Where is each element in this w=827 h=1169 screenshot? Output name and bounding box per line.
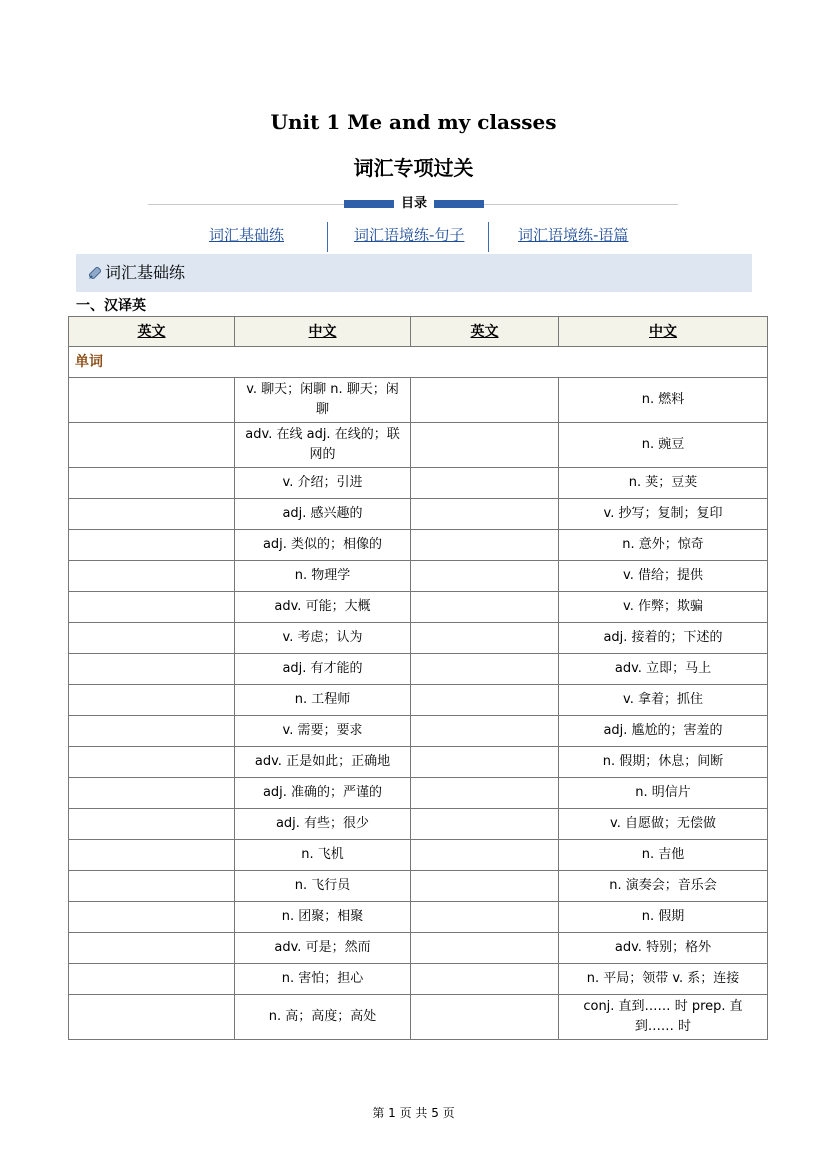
definition-cell: n. 假期；休息；间断 — [559, 747, 768, 778]
answer-cell[interactable] — [69, 378, 235, 423]
section-title: 词汇基础练 — [105, 263, 186, 282]
answer-cell[interactable] — [69, 499, 235, 530]
table-header-row — [69, 317, 768, 347]
table-row — [69, 623, 768, 654]
answer-cell[interactable] — [411, 530, 559, 561]
answer-cell[interactable] — [411, 561, 559, 592]
table-row — [69, 778, 768, 809]
definition-cell: n. 高；高度；高处 — [235, 995, 411, 1040]
group-label: 单词 — [69, 347, 768, 378]
definition-cell: n. 明信片 — [559, 778, 768, 809]
table-row — [69, 530, 768, 561]
definition-cell: n. 豌豆 — [559, 423, 768, 468]
definition-cell: adj. 类似的；相像的 — [235, 530, 411, 561]
definition-cell: n. 工程师 — [235, 685, 411, 716]
answer-cell[interactable] — [69, 840, 235, 871]
table-row — [69, 809, 768, 840]
definition-cell: adv. 立即；马上 — [559, 654, 768, 685]
toc-separator — [488, 222, 489, 252]
definition-cell: v. 抄写；复制；复印 — [559, 499, 768, 530]
answer-cell[interactable] — [69, 871, 235, 902]
page-subtitle: 词汇专项过关 — [353, 156, 474, 180]
definition-cell: v. 作弊；欺骗 — [559, 592, 768, 623]
table-row — [69, 716, 768, 747]
answer-cell[interactable] — [69, 685, 235, 716]
column-header-english: 英文 — [69, 317, 235, 347]
definition-cell: n. 平局；领带 v. 系；连接 — [559, 964, 768, 995]
answer-cell[interactable] — [411, 933, 559, 964]
answer-cell[interactable] — [69, 778, 235, 809]
definition-cell: v. 拿着；抓住 — [559, 685, 768, 716]
answer-cell[interactable] — [69, 423, 235, 468]
definition-cell: adj. 有些；很少 — [235, 809, 411, 840]
toc-link-basic[interactable]: 词汇基础练 — [209, 226, 285, 244]
column-header-chinese: 中文 — [559, 317, 768, 347]
table-row — [69, 933, 768, 964]
definition-cell: n. 飞机 — [235, 840, 411, 871]
answer-cell[interactable] — [411, 378, 559, 423]
part-label: 一、汉译英 — [76, 298, 146, 314]
answer-cell[interactable] — [411, 423, 559, 468]
answer-cell[interactable] — [69, 592, 235, 623]
definition-cell: v. 介绍；引进 — [235, 468, 411, 499]
column-header-chinese: 中文 — [235, 317, 411, 347]
toc-link-passage[interactable]: 词汇语境练-语篇 — [518, 226, 629, 244]
table-row — [69, 592, 768, 623]
answer-cell[interactable] — [69, 530, 235, 561]
answer-cell[interactable] — [69, 623, 235, 654]
table-row — [69, 685, 768, 716]
toc-links — [182, 222, 682, 252]
answer-cell[interactable] — [69, 561, 235, 592]
answer-cell[interactable] — [69, 809, 235, 840]
definition-cell: v. 考虑；认为 — [235, 623, 411, 654]
answer-cell[interactable] — [69, 933, 235, 964]
answer-cell[interactable] — [411, 964, 559, 995]
definition-cell: n. 飞行员 — [235, 871, 411, 902]
page-footer: 第 1 页 共 5 页 — [372, 1106, 455, 1120]
definition-cell: v. 借给；提供 — [559, 561, 768, 592]
answer-cell[interactable] — [411, 685, 559, 716]
definition-cell: adj. 准确的；严谨的 — [235, 778, 411, 809]
page-title: Unit 1 Me and my classes — [270, 110, 557, 134]
answer-cell[interactable] — [411, 840, 559, 871]
toc-link-sentence[interactable]: 词汇语境练-句子 — [354, 226, 465, 244]
table-row — [69, 871, 768, 902]
answer-cell[interactable] — [411, 871, 559, 902]
table-row — [69, 423, 768, 468]
definition-cell: n. 团聚；相聚 — [235, 902, 411, 933]
answer-cell[interactable] — [411, 716, 559, 747]
pencil-icon — [87, 265, 103, 281]
table-row — [69, 840, 768, 871]
definition-cell: n. 吉他 — [559, 840, 768, 871]
section-header — [76, 254, 752, 292]
answer-cell[interactable] — [69, 747, 235, 778]
definition-cell: adj. 感兴趣的 — [235, 499, 411, 530]
table-row — [69, 468, 768, 499]
answer-cell[interactable] — [69, 716, 235, 747]
column-header-english: 英文 — [411, 317, 559, 347]
toc-label: 目录 — [394, 196, 434, 212]
group-row — [69, 347, 768, 378]
table-row — [69, 654, 768, 685]
definition-cell: n. 意外；惊奇 — [559, 530, 768, 561]
answer-cell[interactable] — [411, 747, 559, 778]
vocab-table — [68, 316, 768, 1040]
definition-cell: n. 物理学 — [235, 561, 411, 592]
definition-cell: n. 荚；豆荚 — [559, 468, 768, 499]
answer-cell[interactable] — [411, 654, 559, 685]
definition-cell: n. 害怕；担心 — [235, 964, 411, 995]
definition-cell: adj. 有才能的 — [235, 654, 411, 685]
definition-cell: conj. 直到…… 时 prep. 直到…… 时 — [559, 995, 768, 1040]
answer-cell[interactable] — [411, 468, 559, 499]
table-row — [69, 378, 768, 423]
answer-cell[interactable] — [69, 995, 235, 1040]
table-row — [69, 964, 768, 995]
definition-cell: adj. 接着的；下述的 — [559, 623, 768, 654]
definition-cell: v. 聊天；闲聊 n. 聊天；闲聊 — [235, 378, 411, 423]
table-row — [69, 995, 768, 1040]
definition-cell: n. 燃料 — [559, 378, 768, 423]
definition-cell: n. 演奏会；音乐会 — [559, 871, 768, 902]
answer-cell[interactable] — [411, 995, 559, 1040]
answer-cell[interactable] — [411, 778, 559, 809]
table-row — [69, 747, 768, 778]
table-row — [69, 561, 768, 592]
toc-divider — [148, 196, 678, 214]
definition-cell: v. 自愿做；无偿做 — [559, 809, 768, 840]
answer-cell[interactable] — [411, 592, 559, 623]
definition-cell: adv. 可能；大概 — [235, 592, 411, 623]
toc-separator — [327, 222, 328, 252]
definition-cell: n. 假期 — [559, 902, 768, 933]
answer-cell[interactable] — [69, 468, 235, 499]
definition-cell: adv. 正是如此；正确地 — [235, 747, 411, 778]
definition-cell: adj. 尴尬的；害羞的 — [559, 716, 768, 747]
answer-cell[interactable] — [69, 964, 235, 995]
definition-cell: adv. 特别；格外 — [559, 933, 768, 964]
answer-cell[interactable] — [411, 499, 559, 530]
table-row — [69, 902, 768, 933]
answer-cell[interactable] — [69, 902, 235, 933]
answer-cell[interactable] — [411, 902, 559, 933]
definition-cell: v. 需要；要求 — [235, 716, 411, 747]
definition-cell: adv. 可是；然而 — [235, 933, 411, 964]
table-row — [69, 499, 768, 530]
definition-cell: adv. 在线 adj. 在线的；联网的 — [235, 423, 411, 468]
answer-cell[interactable] — [69, 654, 235, 685]
answer-cell[interactable] — [411, 809, 559, 840]
answer-cell[interactable] — [411, 623, 559, 654]
